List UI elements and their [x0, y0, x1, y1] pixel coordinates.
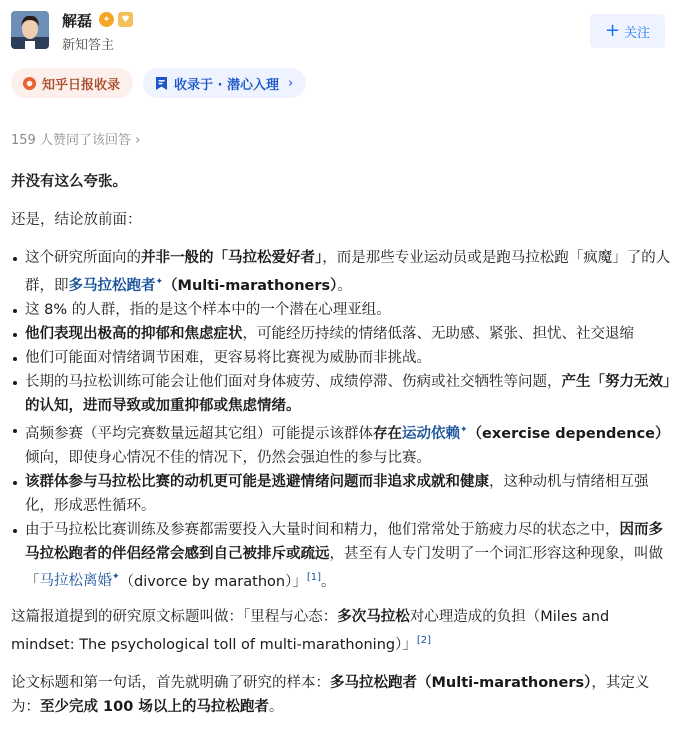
bold-text: 多马拉松跑者（Multi-marathoners） — [330, 675, 592, 692]
text: ，这种动机与情绪相互强化，形成恶性循环。 — [25, 473, 649, 514]
text: ，而是那些专业运动员或是跑马拉松跑「疯魔」了的人群，即 — [25, 250, 671, 294]
bold-text: 至少完成 100 场以上的马拉松跑者 — [40, 699, 269, 716]
vote-count-text: 159 人赞同了该回答 — [11, 133, 131, 148]
text: 由于马拉松比赛训练及参赛都需要投入大量时间和精力，他们常常处于筋疲力尽的状态之中， — [25, 521, 620, 538]
reference-2-link[interactable]: [2] — [416, 635, 432, 647]
bold-text: 并非一般的「马拉松爱好者」 — [141, 250, 323, 266]
bold-text: 多次马拉松 — [337, 609, 410, 626]
text: ，其定义为： — [11, 675, 650, 716]
bold-text: 他们表现出极高的抑郁和焦虑症状 — [25, 325, 243, 342]
follow-button[interactable] — [590, 14, 665, 48]
spark-icon: ✦ — [155, 277, 164, 287]
answer-header — [0, 0, 683, 60]
text: ，可能经历持续的情绪低落、无助感、紧张、担忧、社交退缩 — [242, 325, 634, 342]
follow-label: 关注 — [624, 25, 651, 41]
text: （divorce by marathon）」 — [119, 573, 307, 590]
zhihu-daily-label: 知乎日报收录 — [42, 77, 121, 93]
answer-content — [11, 170, 671, 733]
spark-icon: ✦ — [460, 424, 468, 435]
text: 这篇报道提到的研究原文标题叫做：「里程与心态： — [11, 609, 338, 626]
list-item — [11, 370, 671, 418]
bold-text: 该群体参与马拉松比赛的动机更可能是逃避情绪问题而非追求成就和健康 — [25, 473, 489, 490]
multi-marathoner-link[interactable] — [69, 278, 164, 294]
link-text: 运动依赖 — [402, 425, 460, 442]
reference-1-link[interactable]: [1] — [306, 571, 321, 583]
paragraph — [11, 605, 671, 657]
collection-tag[interactable] — [143, 68, 306, 98]
list-item: 他们可能面对情绪调节困难，更容易将比赛视为威胁而非挑战。 — [11, 346, 671, 370]
bold-text: 产生「努力无效」的认知，进而导致或加重抑郁或焦虑情绪。 — [25, 373, 671, 414]
link-text: 多马拉松跑者 — [68, 277, 156, 294]
author-avatar[interactable] — [11, 11, 49, 49]
text: 长期的马拉松训练可能会让他们面对身体疲劳、成绩停滞、伤病或社交牺牲等问题， — [25, 373, 562, 390]
chevron-right-icon: › — [135, 133, 141, 148]
bold-text: 存在 — [373, 425, 402, 442]
vote-count-link[interactable] — [11, 129, 140, 148]
text: 倾向，即使身心情况不佳的情况下，仍然会强迫性的参与比赛。 — [25, 449, 431, 466]
creator-badge-icon[interactable]: ✦ — [99, 12, 114, 27]
level-badge-icon[interactable]: ♥ — [118, 12, 133, 27]
bullet-list — [11, 246, 671, 593]
exercise-dependence-link[interactable] — [402, 426, 468, 442]
bold-text: （exercise dependence） — [467, 425, 670, 442]
list-item — [11, 418, 671, 470]
paragraph — [11, 170, 671, 194]
list-item: 这 8% 的人群，指的是这个样本中的一个潜在心理亚组。 — [11, 298, 671, 322]
author-title: 新知答主 — [62, 38, 115, 53]
collection-label: 收录于 · 潜心入理 — [174, 77, 280, 93]
list-item — [11, 518, 671, 594]
text: 。 — [321, 573, 336, 590]
link-text: 马拉松离婚 — [39, 573, 112, 590]
chevron-right-icon: › — [288, 75, 294, 91]
list-item — [11, 322, 671, 346]
author-name[interactable]: 解磊 — [62, 12, 93, 30]
paragraph — [11, 671, 671, 719]
text: 。 — [337, 277, 352, 294]
plus-icon: + — [604, 20, 621, 41]
zhihu-daily-tag[interactable] — [11, 68, 133, 98]
marathon-divorce-link[interactable] — [40, 573, 120, 589]
text: 。 — [268, 699, 284, 716]
tag-row — [11, 68, 306, 98]
list-item — [11, 470, 671, 518]
bookmark-icon — [153, 75, 169, 91]
intro-bold: 并没有这么夸张。 — [11, 174, 127, 190]
text: 高频参赛（平均完赛数量远超其它组）可能提示该群体 — [25, 425, 373, 442]
spark-icon: ✦ — [112, 572, 120, 583]
bold-text: 因而多马拉松跑者的伴侣经常会感到自己被排斥或疏远 — [25, 521, 663, 562]
text: 对心理造成的负担（Miles and mindset: The psychological toll of multi-marathoning）」 — [11, 609, 610, 654]
text: ，甚至有人专门发明了一个词汇形容这种现象，叫做「 — [25, 545, 663, 590]
text: 这个研究所面向的 — [25, 250, 141, 266]
list-item — [11, 246, 671, 298]
daily-report-icon — [21, 75, 37, 91]
text: 论文标题和第一句话，首先就明确了研究的样本： — [11, 675, 330, 692]
bold-text: （Multi-marathoners） — [163, 277, 338, 294]
paragraph: 还是，结论放前面： — [11, 212, 142, 228]
